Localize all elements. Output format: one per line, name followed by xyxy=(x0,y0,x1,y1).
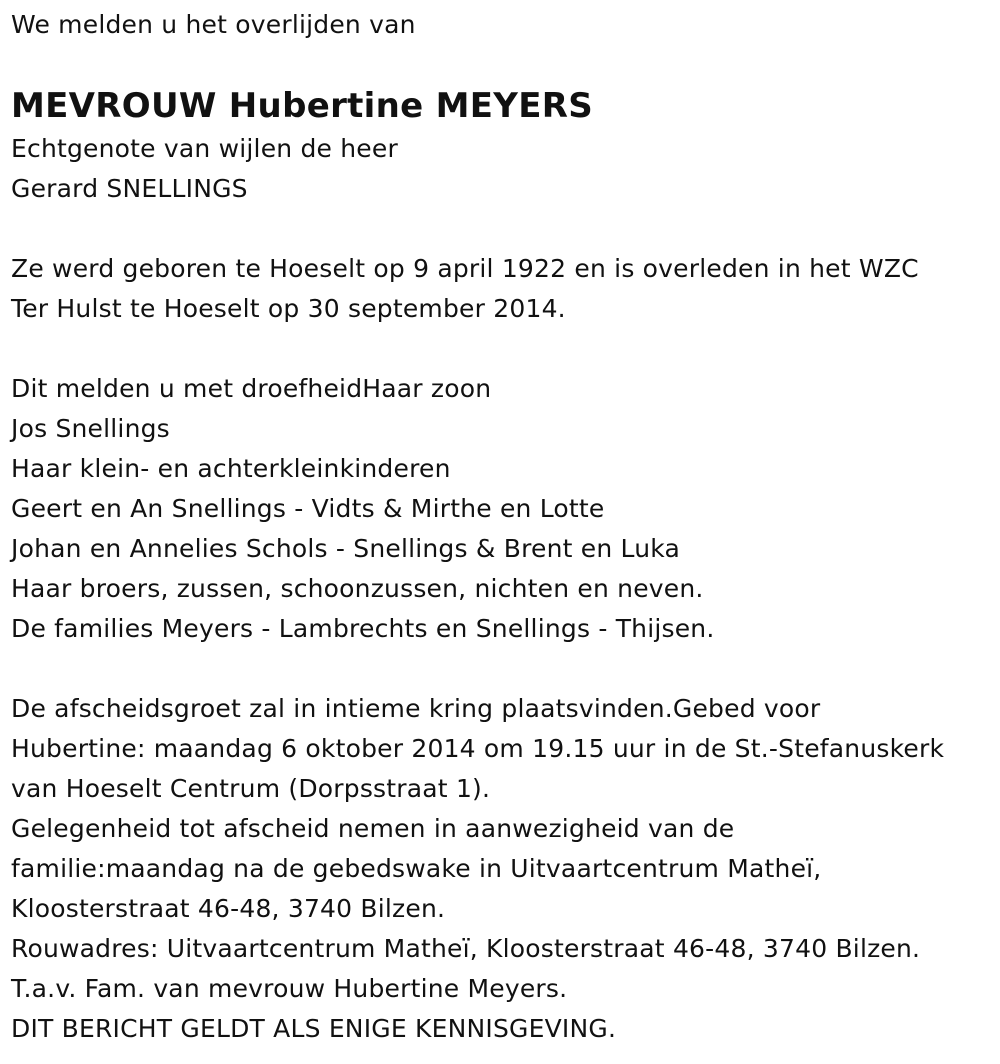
birth-death-line: Ter Hulst te Hoeselt op 30 september 2014. xyxy=(11,294,566,323)
spouse-line: Echtgenote van wijlen de heer xyxy=(11,134,398,163)
birth-death-line: Ze werd geboren te Hoeselt op 9 april 1922 en is overleden in het WZC xyxy=(11,254,919,283)
paragraph-gap xyxy=(11,329,996,369)
arrangement-line: familie:maandag na de gebedswake in Uitvaartcentrum Matheï, xyxy=(11,854,822,883)
family-line: Johan en Annelies Schols - Snellings & Brent en Luka xyxy=(11,534,681,563)
arrangement-line: Hubertine: maandag 6 oktober 2014 om 19.15 uur in de St.-Stefanuskerk xyxy=(11,734,945,763)
paragraph-gap xyxy=(11,209,996,249)
arrangement-line: T.a.v. Fam. van mevrouw Hubertine Meyers. xyxy=(11,974,568,1003)
family-line: Haar broers, zussen, schoonzussen, nichten en neven. xyxy=(11,574,704,603)
intro-line: We melden u het overlijden van xyxy=(11,10,416,39)
family-line: De families Meyers - Lambrechts en Snellings - Thijsen. xyxy=(11,614,715,643)
arrangement-line: Rouwadres: Uitvaartcentrum Matheï, Kloosterstraat 46-48, 3740 Bilzen. xyxy=(11,934,921,963)
arrangement-line: De afscheidsgroet zal in intieme kring plaatsvinden.Gebed voor xyxy=(11,694,821,723)
family-line: Dit melden u met droefheidHaar zoon xyxy=(11,374,492,403)
deceased-name: MEVROUW Hubertine MEYERS xyxy=(11,86,594,126)
arrangement-line: Gelegenheid tot afscheid nemen in aanwezigheid van de xyxy=(11,814,735,843)
family-line: Haar klein- en achterkleinkinderen xyxy=(11,454,451,483)
paragraph-gap xyxy=(11,649,996,689)
arrangement-line: van Hoeselt Centrum (Dorpsstraat 1). xyxy=(11,774,491,803)
spouse-line: Gerard SNELLINGS xyxy=(11,174,248,203)
arrangement-line: DIT BERICHT GELDT ALS ENIGE KENNISGEVING. xyxy=(11,1014,617,1043)
death-notice xyxy=(11,0,996,1049)
arrangement-line: Kloosterstraat 46-48, 3740 Bilzen. xyxy=(11,894,446,923)
family-line: Jos Snellings xyxy=(11,414,170,443)
family-line: Geert en An Snellings - Vidts & Mirthe en Lotte xyxy=(11,494,605,523)
